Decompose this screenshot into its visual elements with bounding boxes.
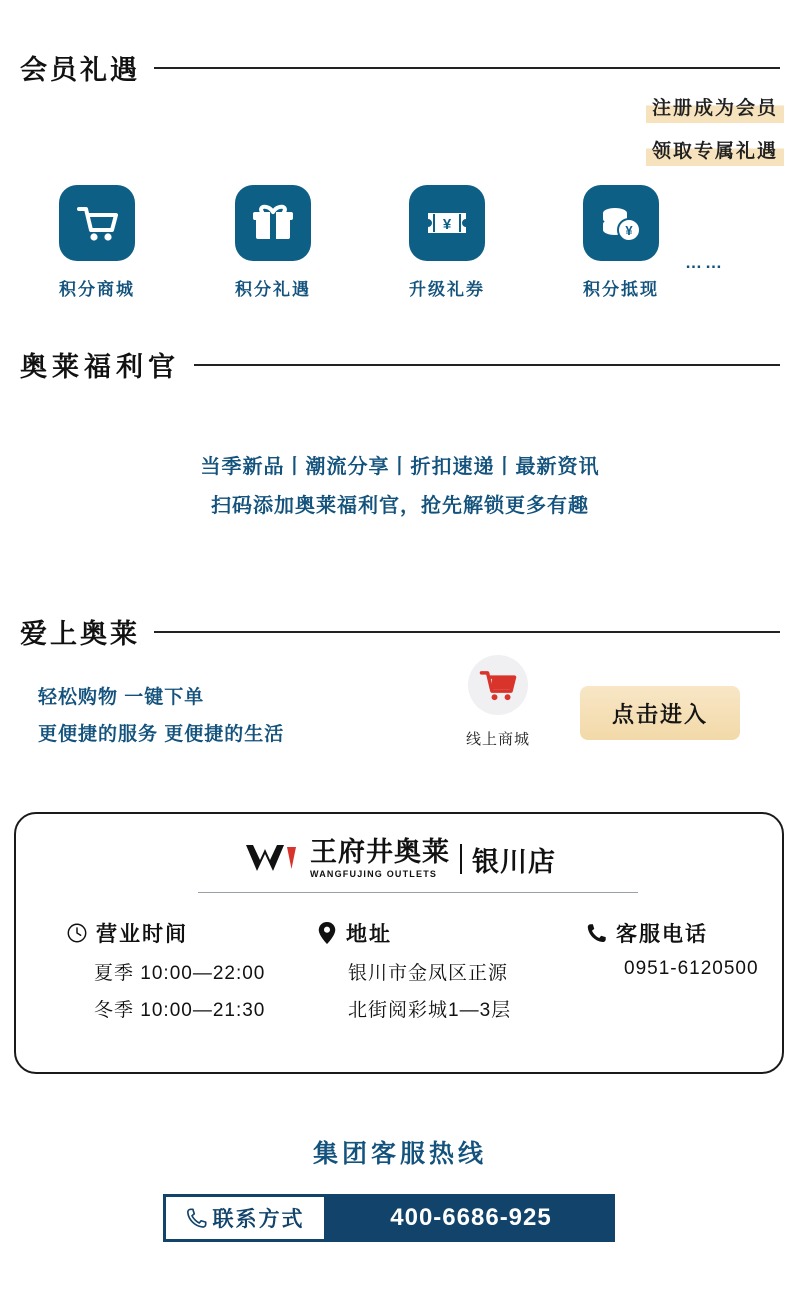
section-header-member <box>20 48 780 87</box>
shopping-cart-icon <box>59 185 135 261</box>
store-info-card <box>14 812 784 1074</box>
header-rule <box>154 631 780 633</box>
phone-icon <box>186 1207 208 1229</box>
header-rule <box>154 67 780 69</box>
benefit-item-points-mall[interactable] <box>32 185 162 300</box>
store-phone-heading <box>586 918 759 948</box>
welfare-line-2: 扫码添加奥莱福利官，抢先解锁更多有趣 <box>211 495 589 517</box>
enter-mall-button[interactable]: 点击进入 <box>580 686 740 740</box>
svg-text:¥: ¥ <box>625 223 633 238</box>
hotline-bar[interactable] <box>163 1194 615 1242</box>
online-mall-cart-icon[interactable] <box>468 655 528 715</box>
brand-divider <box>460 844 462 874</box>
hotline-label: 联系方式 <box>212 1208 305 1231</box>
header-rule <box>194 364 780 366</box>
store-hours-column <box>66 918 265 1022</box>
section-title-member: 会员礼遇 <box>20 55 140 85</box>
location-pin-icon <box>316 921 338 945</box>
brand-underline <box>198 892 638 893</box>
phone-icon <box>586 922 608 944</box>
brand-row <box>16 838 782 880</box>
brand-name-en: WANGFUJING OUTLETS <box>310 869 438 879</box>
section-title-welfare: 奥莱福利官 <box>20 352 180 382</box>
gift-box-icon <box>235 185 311 261</box>
wangfujing-logo-icon <box>242 838 300 880</box>
hotline-title: 集团客服热线 <box>312 1140 487 1168</box>
store-phone-title: 客服电话 <box>616 923 708 946</box>
store-hours-heading <box>66 918 265 948</box>
benefit-label: 升级礼券 <box>409 280 485 299</box>
benefit-label: 积分礼遇 <box>235 280 311 299</box>
section-header-love <box>20 612 780 651</box>
store-hours-line-2: 冬季 10:00—21:30 <box>94 1000 266 1021</box>
svg-text:¥: ¥ <box>442 216 452 233</box>
ellipsis-more: …… <box>685 253 725 272</box>
love-line-2: 更便捷的服务 更便捷的生活 <box>38 724 285 745</box>
store-address-line-2: 北街阅彩城1—3层 <box>348 1000 512 1021</box>
brand-name-cn: 王府井奥莱 <box>310 837 450 867</box>
store-address-heading <box>316 918 511 948</box>
coupon-ticket-icon <box>409 185 485 261</box>
member-benefit-icon-row <box>20 185 780 310</box>
hotline-label-box <box>163 1194 327 1242</box>
member-highlight-register: 注册成为会员 <box>646 91 784 123</box>
store-address-title: 地址 <box>346 923 392 946</box>
benefit-label: 积分抵现 <box>583 280 659 299</box>
clock-icon <box>66 922 88 944</box>
coin-stack-icon <box>583 185 659 261</box>
online-mall-caption: 线上商城 <box>465 731 530 748</box>
section-title-love: 爱上奥莱 <box>20 619 140 649</box>
benefit-item-points-gift[interactable] <box>208 185 338 300</box>
hotline-number[interactable]: 400-6686-925 <box>327 1194 615 1242</box>
section-header-welfare <box>20 345 780 384</box>
store-hours-line-1: 夏季 10:00—22:00 <box>94 963 266 984</box>
store-phone-column <box>586 918 759 980</box>
store-name: 银川店 <box>472 846 556 877</box>
store-hours-title: 营业时间 <box>96 923 188 946</box>
love-line-1: 轻松购物 一键下单 <box>38 687 205 708</box>
benefit-item-points-cash[interactable] <box>556 185 686 300</box>
store-address-column <box>316 918 511 1022</box>
store-phone-number[interactable]: 0951-6120500 <box>624 958 759 979</box>
welfare-line-1: 当季新品丨潮流分享丨折扣速递丨最新资讯 <box>200 456 600 478</box>
benefit-item-upgrade-coupon[interactable] <box>382 185 512 300</box>
member-highlight-gift: 领取专属礼遇 <box>646 134 784 166</box>
store-address-line-1: 银川市金凤区正源 <box>348 963 509 984</box>
benefit-label: 积分商城 <box>59 280 135 299</box>
